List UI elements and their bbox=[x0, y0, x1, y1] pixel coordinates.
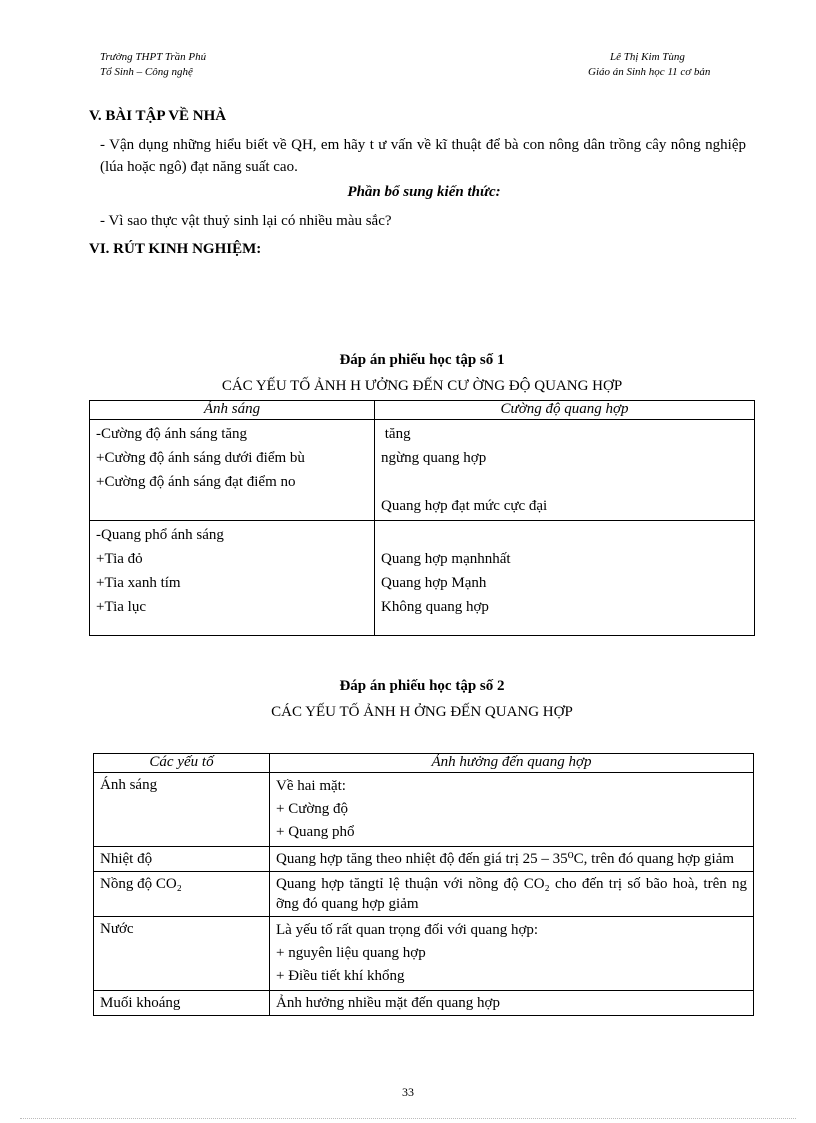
factor-cell: Nước bbox=[94, 917, 270, 991]
sheet1-col-light: Ánh sáng bbox=[90, 401, 375, 420]
cell-line: -Quang phổ ánh sáng bbox=[96, 527, 224, 543]
cell-line: -Cường độ ánh sáng tăng bbox=[96, 426, 248, 442]
sheet1-subtitle: CÁC YẾU TỐ ẢNH H ƯỞNG ĐẾN CƯ ỜNG ĐỘ QUANG HỢP bbox=[221, 378, 623, 394]
sheet1-title: Đáp án phiếu học tập số 1 bbox=[339, 352, 505, 368]
table-row bbox=[94, 991, 754, 1016]
experience-heading: VI. RÚT KINH NGHIỆM: bbox=[89, 241, 262, 257]
sheet2-col-effect: Ảnh hưởng đến quang hợp bbox=[270, 754, 754, 773]
page-bottom-divider bbox=[20, 1118, 796, 1119]
table-row bbox=[94, 847, 754, 872]
supplement-title: Phần bổ sung kiến thức: bbox=[347, 184, 501, 200]
school-name: Trường THPT Trần Phú bbox=[100, 51, 207, 63]
cell-line: Quang hợp mạnhnhất bbox=[381, 551, 511, 567]
factor-cell: Ánh sáng bbox=[94, 773, 270, 847]
cell-line bbox=[381, 523, 748, 547]
homework-heading: V. BÀI TẬP VỀ NHÀ bbox=[89, 108, 227, 124]
table-row bbox=[90, 521, 755, 636]
cell-line: +Cường độ ánh sáng đạt điểm no bbox=[96, 474, 296, 490]
table-row bbox=[94, 773, 754, 847]
factor-cell: Nhiệt độ bbox=[94, 847, 270, 872]
page-number: 33 bbox=[402, 1085, 414, 1099]
cell-line: Về hai mặt: bbox=[276, 778, 346, 794]
subject-name: Giáo án Sinh học 11 cơ bản bbox=[588, 66, 711, 78]
table-row bbox=[94, 872, 754, 917]
cell-line: +Tia xanh tím bbox=[96, 575, 181, 591]
cell-line: Quang hợp đạt mức cực đại bbox=[381, 498, 548, 514]
homework-text: - Vận dụng những hiểu biết về QH, em hãy t ư vấn về kĩ thuật để bà con nông dân trồng cây nông nghiệp (lúa hoặc ngô) đạt năng suất cao. bbox=[100, 137, 746, 175]
cell-line: Không quang hợp bbox=[381, 599, 489, 615]
effect-cell: Quang hợp tăng theo nhiệt độ đến giá trị 25 – 35⁰C, trên đó quang hợp giảm bbox=[270, 847, 754, 872]
sheet2-subtitle: CÁC YẾU TỐ ẢNH H ỞNG ĐẾN QUANG HỢP bbox=[271, 704, 573, 720]
cell-line: + nguyên liệu quang hợp bbox=[276, 945, 426, 961]
table-row bbox=[90, 420, 755, 521]
author-name: Lê Thị Kim Tùng bbox=[610, 51, 685, 63]
cell-line: ngừng quang hợp bbox=[381, 450, 487, 466]
supplement-question: - Vì sao thực vật thuỷ sinh lại có nhiều màu sắc? bbox=[100, 213, 392, 229]
cell-line: Quang hợp Mạnh bbox=[381, 575, 487, 591]
sheet2-col-factor: Các yếu tố bbox=[94, 754, 270, 773]
cell-line: + Điều tiết khí khổng bbox=[276, 968, 405, 984]
cell-line: + Quang phổ bbox=[276, 824, 355, 840]
department-name: Tổ Sinh – Công nghệ bbox=[100, 66, 193, 78]
cell-line: +Tia đỏ bbox=[96, 551, 143, 567]
cell-line bbox=[381, 470, 748, 494]
factor-cell: Muối khoáng bbox=[94, 991, 270, 1016]
effect-cell: Ảnh hưởng nhiều mặt đến quang hợp bbox=[270, 991, 754, 1016]
effect-cell: Quang hợp tăngtỉ lệ thuận với nồng độ CO₂ cho đến trị số bão hoà, trên ng ỡng đó quang hợp giảm bbox=[270, 872, 754, 917]
cell-line: +Cường độ ánh sáng dưới điểm bù bbox=[96, 450, 305, 466]
factor-cell: Nồng độ CO₂ bbox=[94, 872, 270, 917]
cell-line: + Cường độ bbox=[276, 801, 349, 817]
cell-line: Là yếu tố rất quan trọng đối với quang hợp: bbox=[276, 922, 539, 938]
cell-line: +Tia lục bbox=[96, 599, 146, 615]
sheet2-table bbox=[93, 753, 754, 1016]
sheet1-table bbox=[89, 400, 755, 636]
sheet2-title: Đáp án phiếu học tập số 2 bbox=[339, 678, 505, 694]
cell-line: tăng bbox=[381, 426, 411, 442]
table-row bbox=[94, 917, 754, 991]
sheet1-col-intensity: Cường độ quang hợp bbox=[375, 401, 755, 420]
